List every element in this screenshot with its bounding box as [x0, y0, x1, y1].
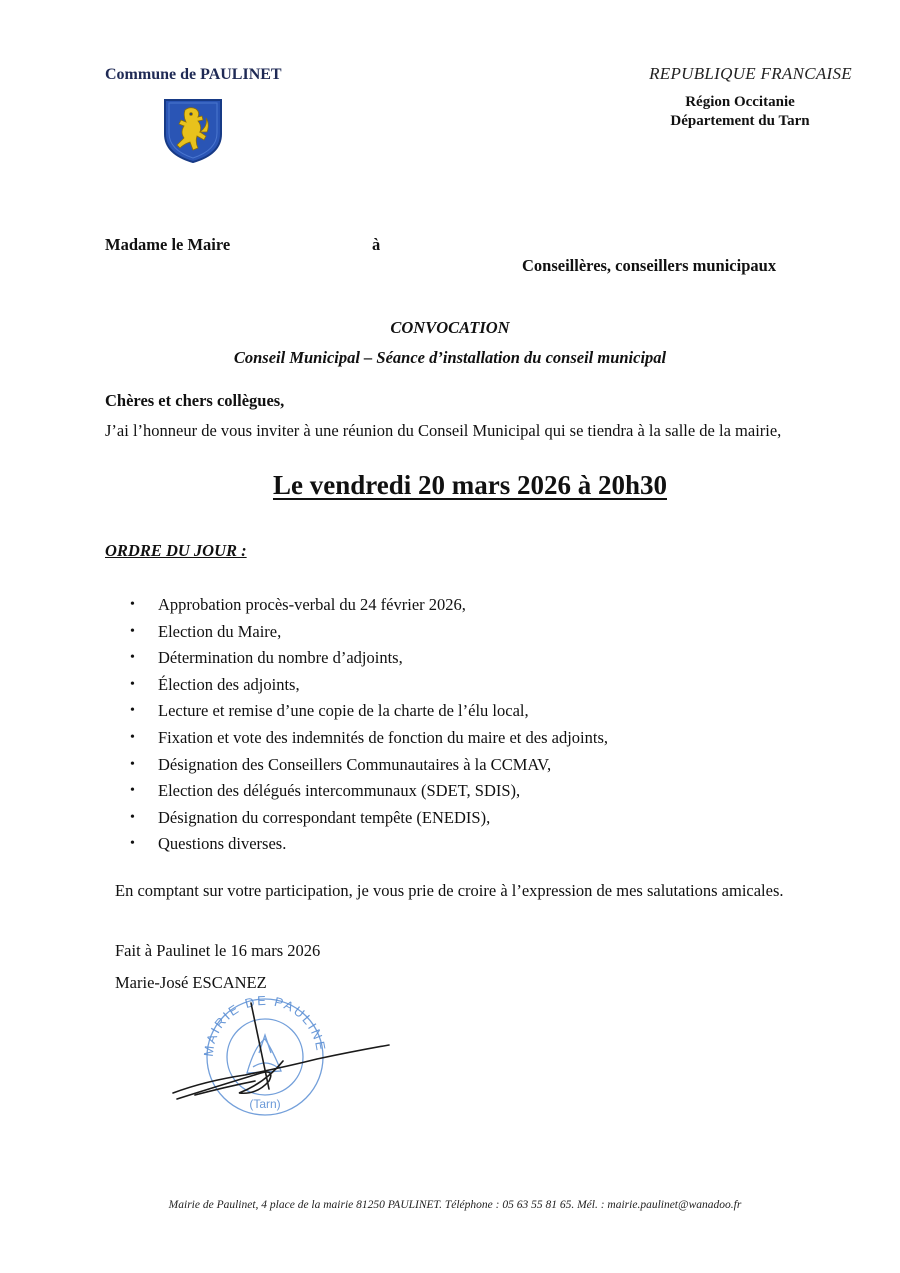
intro-paragraph: J’ai l’honneur de vous inviter à une réunion du Conseil Municipal qui se tiendra à la salle de la mairie, — [105, 421, 782, 440]
sender: Madame le Maire — [105, 235, 231, 254]
stamp-subtext: (Tarn) — [249, 1097, 281, 1111]
bullet-icon: • — [130, 703, 135, 719]
bullet-icon: • — [130, 836, 135, 852]
agenda-item — [130, 752, 608, 779]
agenda-item — [130, 645, 608, 672]
recipients: Conseillères, conseillers municipaux — [522, 256, 777, 275]
bullet-icon: • — [130, 597, 135, 612]
stamp-and-signature — [165, 995, 405, 1125]
coat-of-arms-icon — [162, 96, 224, 164]
greeting: Chères et chers collègues, — [105, 391, 285, 410]
agenda-item — [130, 698, 608, 725]
convocation-title: CONVOCATION — [390, 318, 510, 337]
agenda-item — [130, 592, 608, 619]
departement-label: Département du Tarn — [670, 113, 810, 129]
bullet-icon: • — [130, 676, 135, 692]
bullet-icon: • — [130, 729, 135, 745]
bullet-icon: • — [130, 756, 135, 772]
footer-address: Mairie de Paulinet, 4 place de la mairie 81250 PAULINET. Téléphone : 05 63 55 81 65. Mél. : mairie.paulinet@wanadoo.fr — [168, 1199, 742, 1211]
meeting-date: Le vendredi 20 mars 2026 à 20h30 — [272, 470, 667, 500]
address-a: à — [372, 235, 381, 254]
stamp-icon — [165, 995, 405, 1125]
region-label: Région Occitanie — [685, 94, 795, 110]
bullet-icon: • — [130, 650, 135, 666]
signer-name: Marie-José ESCANEZ — [115, 973, 267, 992]
convocation-subtitle: Conseil Municipal – Séance d’installation du conseil municipal — [233, 348, 667, 367]
agenda-item-text: Détermination du nombre d’adjoints, — [158, 648, 403, 668]
agenda-item — [130, 619, 608, 646]
place-date: Fait à Paulinet le 16 mars 2026 — [115, 941, 321, 960]
agenda-list — [130, 592, 608, 858]
svg-text:MAIRIE DE PAULINET — [165, 995, 329, 1057]
agenda-item — [130, 831, 608, 858]
bullet-icon: • — [130, 783, 135, 799]
stamp-text: MAIRIE DE PAULINE — [200, 995, 329, 1058]
agenda-item-text: Désignation des Conseillers Communautaires à la CCMAV, — [158, 754, 552, 774]
agenda-item-text: Election des délégués intercommunaux (SDET, SDIS), — [158, 781, 521, 801]
commune-title: Commune de PAULINET — [105, 66, 282, 83]
agenda-item-text: Questions diverses. — [158, 834, 287, 854]
bullet-icon: • — [130, 809, 135, 825]
agenda-title: ORDRE DU JOUR : — [105, 541, 247, 560]
agenda-item-text: Fixation et vote des indemnités de fonction du maire et des adjoints, — [158, 727, 608, 747]
bullet-icon: • — [130, 623, 135, 639]
agenda-item — [130, 725, 608, 752]
agenda-item — [130, 672, 608, 699]
republique-francaise: REPUBLIQUE FRANCAISE — [649, 64, 852, 83]
agenda-item-text: Élection des adjoints, — [158, 674, 300, 694]
agenda-item — [130, 805, 608, 832]
agenda-item-text: Approbation procès-verbal du 24 février 2026, — [158, 595, 466, 614]
agenda-item — [130, 778, 608, 805]
region-block — [620, 93, 860, 131]
closing-paragraph: En comptant sur votre participation, je vous prie de croire à l’expression de mes salutations amicales. — [115, 881, 784, 900]
agenda-item-text: Lecture et remise d’une copie de la charte de l’élu local, — [158, 701, 529, 721]
agenda-item-text: Election du Maire, — [158, 621, 282, 641]
agenda-item-text: Désignation du correspondant tempête (ENEDIS), — [158, 807, 491, 827]
